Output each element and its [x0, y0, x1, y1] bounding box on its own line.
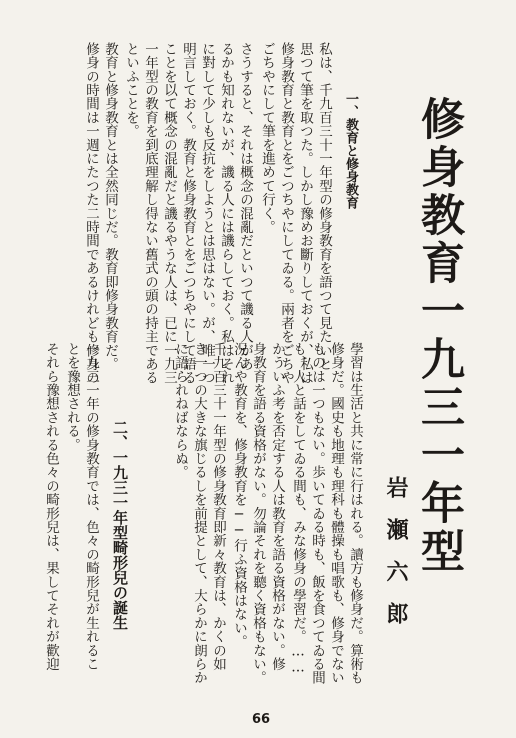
- text-column: とを豫想される。: [64, 342, 80, 452]
- text-column: といふことを。: [123, 42, 139, 138]
- text-column: 修身の時間は一週にたつた二時間であるけれども修身の: [83, 42, 99, 385]
- article-title: 修身教育一九三一年型: [413, 96, 464, 576]
- text-column: も、人と話をしてゐる間も、みな修身の學習だ。……: [290, 342, 306, 676]
- text-column: 教育と修身教育とは全然同じだ。教育即修身教育だ。: [102, 42, 118, 371]
- text-column: 修身教育と教育とをごつちやにしてゐる。兩者をごちや: [278, 42, 294, 385]
- text-column: に語られねばならぬ。: [172, 342, 188, 479]
- text-column: ことを以て概念の混亂だと譏るやうな人は、已に一九三: [161, 42, 177, 385]
- text-column: 一九三一年の修身教育では、色々の畸形兒が生れるこ: [83, 342, 99, 671]
- text-column: ものは一つもない。歩いてゐる時も、飯を食つてゐる間: [309, 342, 325, 685]
- text-column: 身教育を語る資格がない。勿論それを聽く資格もない。: [250, 342, 266, 685]
- text-column: さうすると、それは概念の混亂だといつて譏る人があ: [237, 42, 253, 371]
- page-number: 66: [251, 712, 271, 727]
- article-author: 岩瀬六郎: [383, 476, 409, 644]
- text-column: 學習は生活と共に常に行はれる。讀方も修身だ。算術も: [347, 342, 363, 685]
- text-column: に對して少しも反抗をしようとは思はない。が、唯一つ: [199, 42, 215, 385]
- text-column: 明言しておく。教育と修身教育とをごつちやにして語る: [180, 42, 196, 385]
- text-column: 一年型の教育を到底理解し得ない舊式の頭の持主である: [142, 42, 158, 385]
- text-column: かういふ考を否定する人は教育を語る資格がない。修: [269, 342, 285, 671]
- text-column: るかも知れないが、譏る人には譏らしておく。私はそれ: [218, 42, 234, 385]
- text-column: 千九百三十一年型の修身教育即新々教育は、かくの如: [210, 342, 226, 671]
- text-column: 況んや教育を、修身教育を──行ふ資格はない。: [231, 342, 247, 649]
- section-1-heading: 一、教育と修身教育: [343, 92, 358, 209]
- text-column: き一つの大きな旗じるしを前提として、大らかに朗らか: [191, 342, 207, 685]
- text-column: 私は、千九百三十一年型の修身教育を語つて見たいと: [316, 42, 332, 371]
- section-2-heading: 二、一九三一年型畸形兒の誕生: [111, 420, 129, 630]
- text-column: ごちやにして筆を進めて行く。: [259, 42, 275, 234]
- text-column: 修身だ。國史も地理も理科も體操も唱歌も、修身でない: [328, 342, 344, 685]
- text-column: それら豫想される色々の畸形兒は、果してそれが歡迎: [43, 342, 59, 671]
- text-column: 思つて筆を取つた。しかし豫めお斷りしておくが、私は: [297, 42, 313, 385]
